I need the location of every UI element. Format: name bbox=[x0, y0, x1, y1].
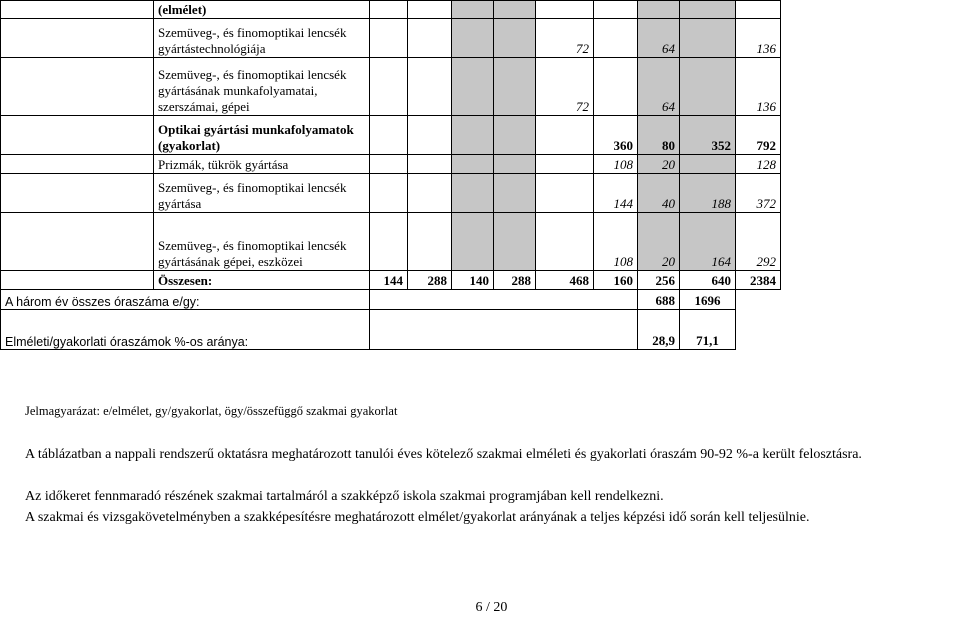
hours-cell bbox=[408, 213, 452, 271]
empty-cell bbox=[736, 310, 781, 350]
row-label: Összesen: bbox=[154, 271, 370, 290]
hours-cell: 136 bbox=[736, 19, 781, 58]
hours-cell: 64 bbox=[638, 19, 680, 58]
empty-cell bbox=[1, 213, 154, 271]
hours-cell: 792 bbox=[736, 116, 781, 155]
hours-cell bbox=[452, 155, 494, 174]
row-label: Szemüveg-, és finomoptikai lencsék gyártásának gépei, eszközei bbox=[154, 213, 370, 271]
table-row bbox=[1, 271, 781, 290]
hours-cell bbox=[452, 174, 494, 213]
hours-cell: 352 bbox=[680, 116, 736, 155]
hours-cell bbox=[370, 116, 408, 155]
hours-cell bbox=[736, 1, 781, 19]
hours-cell bbox=[494, 155, 536, 174]
hours-cell: 140 bbox=[452, 271, 494, 290]
hours-cell bbox=[370, 19, 408, 58]
hours-cell: 144 bbox=[594, 174, 638, 213]
elmelet-value: 688 bbox=[638, 290, 680, 310]
hours-cell bbox=[408, 116, 452, 155]
hours-cell: 136 bbox=[736, 58, 781, 116]
elmelet-value: 28,9 bbox=[638, 310, 680, 350]
hours-cell: 80 bbox=[638, 116, 680, 155]
hours-cell: 640 bbox=[680, 271, 736, 290]
hours-cell bbox=[680, 155, 736, 174]
paragraph-1: A táblázatban a nappali rendszerű oktatásra meghatározott tanulói éves kötelező szakmai elméleti és gyakorlati óraszám 90-92 %-a került felosztásra. bbox=[25, 447, 862, 462]
row-label: Optikai gyártási munkafolyamatok (gyakorlat) bbox=[154, 116, 370, 155]
legend-text: Jelmagyarázat: e/elmélet, gy/gyakorlat, ögy/összefüggő szakmai gyakorlat bbox=[25, 404, 398, 418]
hours-cell bbox=[680, 19, 736, 58]
table-row bbox=[1, 116, 781, 155]
summary-label: A három év összes óraszáma e/gy: bbox=[1, 290, 370, 310]
paragraph-2: Az időkeret fennmaradó részének szakmai tartalmáról a szakképző iskola szakmai programjában kell rendelkezni. bbox=[25, 489, 664, 504]
hours-cell bbox=[536, 116, 594, 155]
row-label: Szemüveg-, és finomoptikai lencsék gyártástechnológiája bbox=[154, 19, 370, 58]
summary-row bbox=[1, 290, 781, 310]
hours-cell: 40 bbox=[638, 174, 680, 213]
hours-cell bbox=[408, 155, 452, 174]
hours-cell bbox=[452, 116, 494, 155]
hours-cell bbox=[680, 58, 736, 116]
hours-cell bbox=[594, 1, 638, 19]
empty-cell bbox=[1, 271, 154, 290]
gyakorlat-value: 71,1 bbox=[680, 310, 736, 350]
row-label: (elmélet) bbox=[154, 1, 370, 19]
hours-cell bbox=[408, 58, 452, 116]
hours-cell: 292 bbox=[736, 213, 781, 271]
hours-cell: 128 bbox=[736, 155, 781, 174]
hours-cell bbox=[452, 213, 494, 271]
empty-cell bbox=[736, 290, 781, 310]
hours-cell bbox=[408, 174, 452, 213]
hours-cell bbox=[494, 19, 536, 58]
hours-cell bbox=[452, 1, 494, 19]
hours-cell bbox=[536, 155, 594, 174]
row-label: Szemüveg-, és finomoptikai lencsék gyártása bbox=[154, 174, 370, 213]
empty-cell bbox=[370, 290, 638, 310]
hours-cell: 144 bbox=[370, 271, 408, 290]
curriculum-hours-table bbox=[0, 0, 781, 350]
hours-cell bbox=[408, 19, 452, 58]
hours-cell bbox=[536, 1, 594, 19]
hours-cell bbox=[370, 213, 408, 271]
hours-cell bbox=[494, 174, 536, 213]
summary-row bbox=[1, 310, 781, 350]
empty-cell bbox=[1, 1, 154, 19]
empty-cell bbox=[1, 174, 154, 213]
hours-cell bbox=[370, 1, 408, 19]
hours-cell bbox=[452, 58, 494, 116]
hours-cell: 2384 bbox=[736, 271, 781, 290]
hours-cell: 64 bbox=[638, 58, 680, 116]
hours-cell bbox=[536, 213, 594, 271]
hours-cell: 108 bbox=[594, 213, 638, 271]
gyakorlat-value: 1696 bbox=[680, 290, 736, 310]
table-row bbox=[1, 19, 781, 58]
hours-cell: 256 bbox=[638, 271, 680, 290]
hours-cell: 468 bbox=[536, 271, 594, 290]
hours-cell bbox=[536, 174, 594, 213]
table-row bbox=[1, 213, 781, 271]
hours-cell bbox=[370, 174, 408, 213]
paragraph-3: A szakmai és vizsgakövetelményben a szakképesítésre meghatározott elmélet/gyakorlat arányának a teljes képzési idő során kell teljesülnie. bbox=[25, 510, 810, 525]
hours-cell: 20 bbox=[638, 155, 680, 174]
hours-cell bbox=[370, 58, 408, 116]
empty-cell bbox=[1, 116, 154, 155]
empty-cell bbox=[1, 155, 154, 174]
empty-cell bbox=[1, 58, 154, 116]
page-number: 6 / 20 bbox=[475, 600, 508, 615]
hours-cell: 72 bbox=[536, 58, 594, 116]
empty-cell bbox=[1, 19, 154, 58]
hours-cell: 160 bbox=[594, 271, 638, 290]
hours-cell: 164 bbox=[680, 213, 736, 271]
hours-cell: 108 bbox=[594, 155, 638, 174]
hours-cell bbox=[594, 58, 638, 116]
empty-cell bbox=[370, 310, 638, 350]
hours-cell: 288 bbox=[494, 271, 536, 290]
hours-cell bbox=[638, 1, 680, 19]
hours-cell: 188 bbox=[680, 174, 736, 213]
table-row bbox=[1, 58, 781, 116]
hours-cell: 360 bbox=[594, 116, 638, 155]
table-row bbox=[1, 155, 781, 174]
hours-cell bbox=[680, 1, 736, 19]
row-label: Prizmák, tükrök gyártása bbox=[154, 155, 370, 174]
summary-label: Elméleti/gyakorlati óraszámok %-os aránya: bbox=[1, 310, 370, 350]
hours-cell: 20 bbox=[638, 213, 680, 271]
hours-cell bbox=[494, 213, 536, 271]
hours-cell bbox=[494, 1, 536, 19]
row-label: Szemüveg-, és finomoptikai lencsék gyártásának munkafolyamatai, szerszámai, gépei bbox=[154, 58, 370, 116]
hours-cell bbox=[408, 1, 452, 19]
hours-cell: 372 bbox=[736, 174, 781, 213]
hours-cell: 72 bbox=[536, 19, 594, 58]
hours-cell bbox=[594, 19, 638, 58]
table-row bbox=[1, 174, 781, 213]
hours-cell: 288 bbox=[408, 271, 452, 290]
hours-cell bbox=[370, 155, 408, 174]
hours-cell bbox=[494, 58, 536, 116]
table-row bbox=[1, 1, 781, 19]
hours-cell bbox=[452, 19, 494, 58]
hours-cell bbox=[494, 116, 536, 155]
